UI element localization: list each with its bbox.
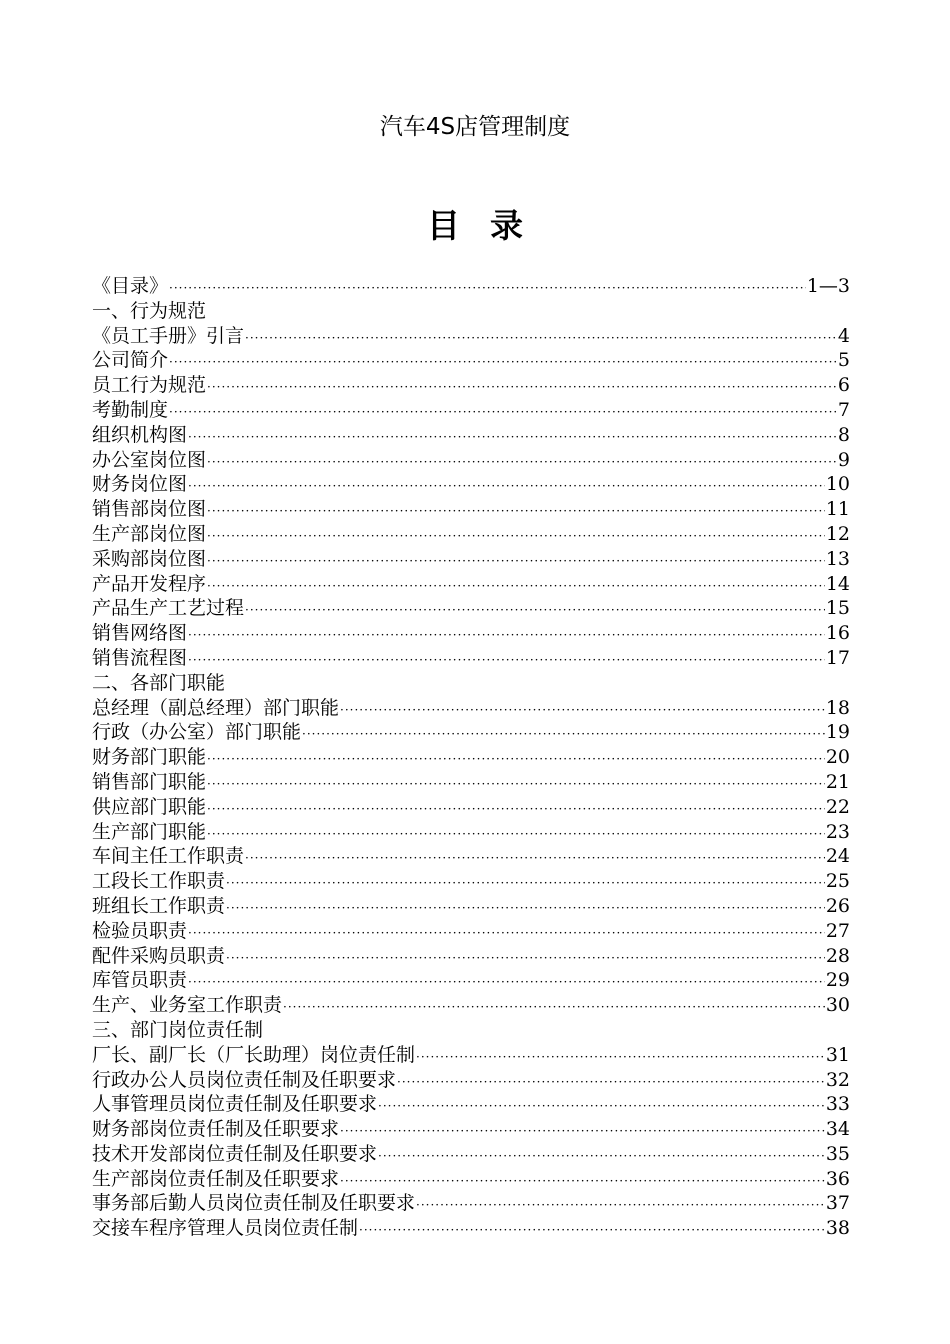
toc-entry <box>92 522 850 547</box>
toc-entry <box>92 795 850 820</box>
toc-entry-label: 公司简介 <box>92 349 169 372</box>
toc-page-number: 19 <box>825 721 850 744</box>
toc-page-number: 9 <box>837 448 850 471</box>
toc-entry <box>92 646 850 671</box>
toc-entry <box>92 596 850 621</box>
toc-entry <box>92 572 850 597</box>
toc-dot-leader <box>207 375 837 398</box>
toc-page-number: 7 <box>837 398 850 421</box>
toc-page-number: 30 <box>825 994 850 1017</box>
toc-entry-label: 组织机构图 <box>92 423 188 446</box>
toc-page-number: 21 <box>825 770 850 793</box>
toc-entry <box>92 398 850 423</box>
toc-entry <box>92 448 850 473</box>
toc-page-number: 10 <box>825 473 850 496</box>
toc-entry <box>92 547 850 572</box>
toc-entry <box>92 745 850 770</box>
toc-dot-leader <box>188 623 825 646</box>
toc-entry <box>92 1191 850 1216</box>
table-of-contents <box>92 274 850 1241</box>
toc-dot-leader <box>188 474 825 497</box>
toc-page-number: 23 <box>825 820 850 843</box>
toc-dot-leader <box>169 400 837 423</box>
toc-section-heading <box>92 671 850 696</box>
toc-dot-leader <box>207 499 825 522</box>
toc-entry <box>92 1142 850 1167</box>
toc-page-number: 35 <box>825 1142 850 1165</box>
toc-entry-label: 销售网络图 <box>92 622 188 645</box>
toc-entry-label: 工段长工作职责 <box>92 870 226 893</box>
toc-entry-label: 生产部岗位图 <box>92 522 207 545</box>
toc-page-number: 12 <box>825 522 850 545</box>
toc-entry-label: 库管员职责 <box>92 969 188 992</box>
toc-page-number: 29 <box>825 969 850 992</box>
toc-page-number: 6 <box>837 374 850 397</box>
toc-entry <box>92 1117 850 1142</box>
toc-dot-leader <box>226 871 825 894</box>
toc-entry-label: 车间主任工作职责 <box>92 845 245 868</box>
toc-section-heading <box>92 299 850 324</box>
toc-dot-leader <box>207 450 837 473</box>
toc-dot-leader <box>245 326 837 349</box>
toc-heading: 目录 <box>427 206 553 245</box>
toc-dot-leader <box>226 896 825 919</box>
toc-entry-label: 《员工手册》引言 <box>92 324 245 347</box>
toc-entry <box>92 844 850 869</box>
toc-entry <box>92 944 850 969</box>
toc-entry <box>92 993 850 1018</box>
toc-entry-label: 销售部门职能 <box>92 770 207 793</box>
toc-entry-label: 事务部后勤人员岗位责任制及任职要求 <box>92 1192 416 1215</box>
toc-dot-leader <box>340 698 825 721</box>
toc-dot-leader <box>207 797 825 820</box>
toc-page-number: 16 <box>825 622 850 645</box>
toc-entry-label: 财务部岗位责任制及任职要求 <box>92 1118 340 1141</box>
toc-entry-label: 财务岗位图 <box>92 473 188 496</box>
toc-dot-leader <box>378 1094 825 1117</box>
toc-entry <box>92 968 850 993</box>
toc-entry <box>92 324 850 349</box>
toc-dot-leader <box>416 1045 825 1068</box>
toc-dot-leader <box>245 846 825 869</box>
toc-dot-leader <box>283 995 825 1018</box>
toc-page-number: 5 <box>837 349 850 372</box>
toc-entry <box>92 348 850 373</box>
toc-dot-leader <box>188 425 837 448</box>
toc-dot-leader <box>207 524 825 547</box>
toc-dot-leader <box>207 747 825 770</box>
toc-entry <box>92 472 850 497</box>
toc-entry <box>92 1043 850 1068</box>
toc-page-number: 1—3 <box>806 275 850 297</box>
toc-entry-label: 生产部门职能 <box>92 820 207 843</box>
toc-dot-leader <box>169 276 806 299</box>
toc-entry <box>92 894 850 919</box>
toc-dot-leader <box>226 946 825 969</box>
toc-page-number: 24 <box>825 845 850 868</box>
toc-dot-leader <box>207 822 825 845</box>
toc-page-number: 33 <box>825 1093 850 1116</box>
toc-entry-label: 《目录》 <box>92 275 169 297</box>
toc-entry-label: 产品开发程序 <box>92 572 207 595</box>
toc-dot-leader <box>397 1070 825 1093</box>
toc-entry-label: 供应部门职能 <box>92 795 207 818</box>
toc-dot-leader <box>188 648 825 671</box>
toc-entry <box>92 919 850 944</box>
toc-dot-leader <box>245 598 825 621</box>
toc-dot-leader <box>188 921 825 944</box>
toc-entry <box>92 1068 850 1093</box>
toc-page-number: 28 <box>825 944 850 967</box>
toc-dot-leader <box>207 574 825 597</box>
toc-page-number: 20 <box>825 746 850 769</box>
toc-page-number: 27 <box>825 919 850 942</box>
toc-entry <box>92 720 850 745</box>
toc-entry-label: 产品生产工艺过程 <box>92 597 245 620</box>
toc-page-number: 14 <box>825 572 850 595</box>
toc-entry <box>92 820 850 845</box>
toc-entry <box>92 373 850 398</box>
toc-dot-leader <box>169 350 837 373</box>
toc-dot-leader <box>359 1218 825 1241</box>
toc-entry-label: 总经理（副总经理）部门职能 <box>92 696 340 719</box>
toc-page-number: 26 <box>825 894 850 917</box>
toc-page-number: 17 <box>825 646 850 669</box>
toc-entry-label: 一、行为规范 <box>92 299 207 322</box>
toc-entry-label: 办公室岗位图 <box>92 448 207 471</box>
toc-entry-label: 财务部门职能 <box>92 746 207 769</box>
toc-entry-label: 销售流程图 <box>92 646 188 669</box>
toc-entry <box>92 869 850 894</box>
toc-entry <box>92 1167 850 1192</box>
toc-page-number: 8 <box>837 423 850 446</box>
toc-entry-label: 配件采购员职责 <box>92 944 226 967</box>
toc-entry <box>92 770 850 795</box>
toc-entry <box>92 696 850 721</box>
toc-entry-label: 三、部门岗位责任制 <box>92 1018 264 1041</box>
toc-entry-label: 厂长、副厂长（厂长助理）岗位责任制 <box>92 1043 416 1066</box>
toc-entry-label: 员工行为规范 <box>92 374 207 397</box>
toc-dot-leader <box>378 1144 825 1167</box>
toc-entry-label: 班组长工作职责 <box>92 894 226 917</box>
toc-dot-leader <box>416 1193 825 1216</box>
toc-entry-label: 采购部岗位图 <box>92 547 207 570</box>
toc-page-number: 37 <box>825 1192 850 1215</box>
toc-page-number: 15 <box>825 597 850 620</box>
toc-dot-leader <box>188 970 825 993</box>
toc-entry <box>92 423 850 448</box>
toc-dot-leader <box>340 1169 825 1192</box>
toc-entry-label: 生产、业务室工作职责 <box>92 994 283 1017</box>
toc-entry-label: 行政办公人员岗位责任制及任职要求 <box>92 1068 397 1091</box>
toc-entry-label: 二、各部门职能 <box>92 671 226 694</box>
toc-entry-label: 行政（办公室）部门职能 <box>92 721 302 744</box>
toc-page-number: 13 <box>825 547 850 570</box>
toc-page-number: 25 <box>825 870 850 893</box>
toc-entry <box>92 274 850 299</box>
toc-entry <box>92 1092 850 1117</box>
toc-page-number: 34 <box>825 1118 850 1141</box>
toc-entry-label: 人事管理员岗位责任制及任职要求 <box>92 1093 378 1116</box>
toc-page-number: 4 <box>837 324 850 347</box>
toc-dot-leader <box>207 549 825 572</box>
toc-dot-leader <box>207 772 825 795</box>
toc-page-number: 31 <box>825 1043 850 1066</box>
toc-entry-label: 销售部岗位图 <box>92 498 207 521</box>
toc-page-number: 22 <box>825 795 850 818</box>
toc-entry <box>92 497 850 522</box>
toc-dot-leader <box>302 722 825 745</box>
toc-page-number: 38 <box>825 1217 850 1240</box>
toc-page-number: 36 <box>825 1167 850 1190</box>
toc-page-number: 18 <box>825 696 850 719</box>
toc-entry-label: 检验员职责 <box>92 919 188 942</box>
toc-page-number: 11 <box>825 498 850 521</box>
toc-entry-label: 交接车程序管理人员岗位责任制 <box>92 1217 359 1240</box>
toc-entry <box>92 621 850 646</box>
toc-page-number: 32 <box>825 1068 850 1091</box>
toc-entry <box>92 1216 850 1241</box>
document-title: 汽车4S店管理制度 <box>379 114 571 140</box>
toc-entry-label: 技术开发部岗位责任制及任职要求 <box>92 1142 378 1165</box>
toc-entry-label: 生产部岗位责任制及任职要求 <box>92 1167 340 1190</box>
toc-entry-label: 考勤制度 <box>92 398 169 421</box>
toc-dot-leader <box>340 1119 825 1142</box>
toc-section-heading <box>92 1018 850 1043</box>
